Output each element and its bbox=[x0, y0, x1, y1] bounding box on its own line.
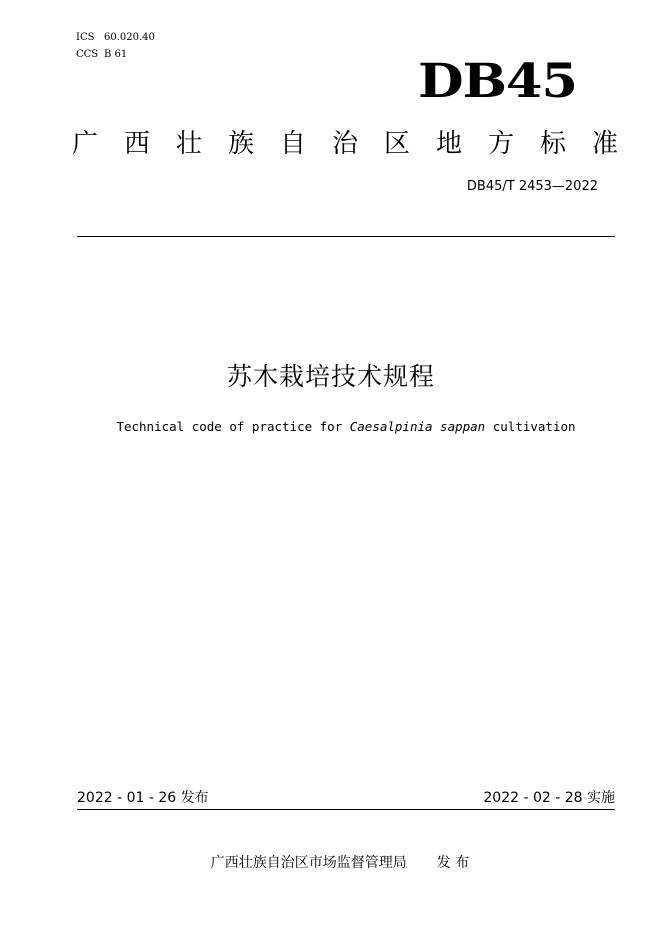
implementation-date: 2022 - 02 - 28 实施 bbox=[483, 790, 615, 806]
ics-code-line bbox=[76, 32, 155, 44]
top-divider bbox=[77, 236, 615, 237]
publisher-line bbox=[0, 853, 662, 873]
title-english-prefix: Technical code of practice for bbox=[116, 419, 350, 434]
issuer-title-char: 族 bbox=[228, 129, 255, 159]
ccs-code: B 61 bbox=[104, 49, 128, 60]
issuer-title-char: 壮 bbox=[176, 129, 203, 159]
standard-number: DB45/T 2453—2022 bbox=[466, 179, 598, 194]
publisher-name: 广西壮族自治区市场监督管理局 bbox=[210, 855, 407, 871]
issuer-title-char: 区 bbox=[384, 129, 411, 159]
issuer-title-char: 地 bbox=[436, 129, 463, 159]
issuer-title-char: 方 bbox=[488, 129, 515, 159]
title-english-suffix: cultivation bbox=[485, 419, 576, 434]
db45-logo: DB45 bbox=[418, 54, 577, 109]
bottom-divider bbox=[77, 809, 615, 810]
issuer-title bbox=[72, 128, 618, 160]
ics-code: 60.020.40 bbox=[104, 32, 155, 43]
ccs-code-line bbox=[76, 49, 127, 61]
issuer-title-char: 准 bbox=[592, 129, 619, 159]
publisher-action: 发 布 bbox=[436, 855, 470, 871]
standard-title-english bbox=[0, 418, 662, 436]
issuer-title-char: 标 bbox=[540, 129, 567, 159]
ccs-label: CCS bbox=[76, 49, 99, 60]
issue-date: 2022 - 01 - 26 发布 bbox=[77, 790, 209, 806]
issuer-title-char: 西 bbox=[124, 129, 151, 159]
issuer-title-char: 自 bbox=[280, 129, 307, 159]
standard-title-chinese: 苏木栽培技术规程 bbox=[226, 362, 435, 391]
ics-label: ICS bbox=[76, 32, 95, 43]
issuer-title-char: 广 bbox=[72, 129, 99, 159]
issuer-title-char: 治 bbox=[332, 129, 359, 159]
title-english-species: Caesalpinia sappan bbox=[349, 419, 486, 434]
